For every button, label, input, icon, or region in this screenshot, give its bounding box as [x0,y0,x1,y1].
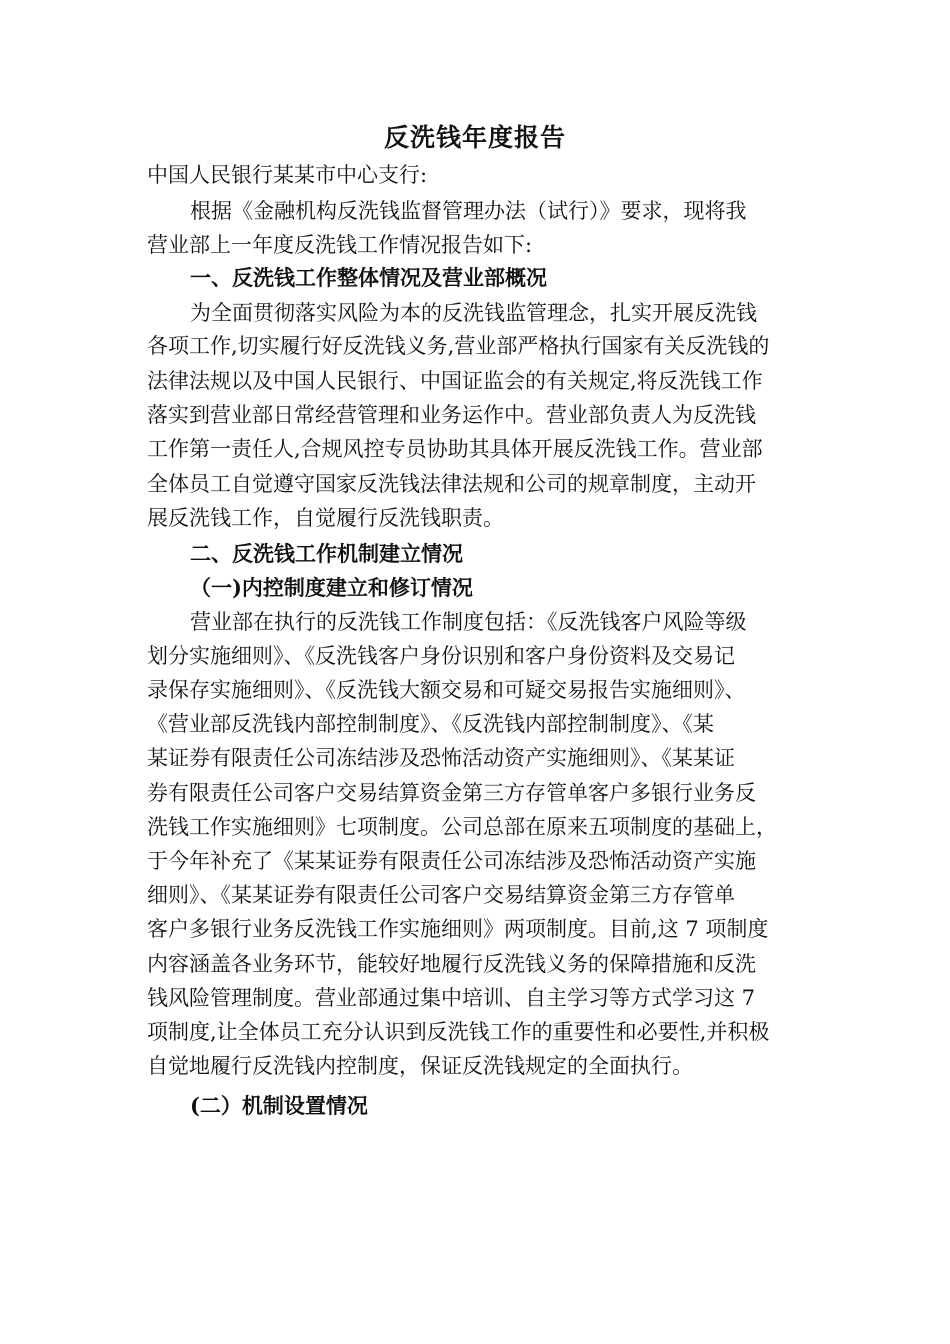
body-line: 根据《金融机构反洗钱监督管理办法（试行）》要求，现将我 [190,199,747,223]
body-line: 自觉地履行反洗钱内控制度，保证反洗钱规定的全面执行。 [147,1054,693,1078]
body-line: 全体员工自觉遵守国家反洗钱法律法规和公司的规章制度，主动开 [147,472,756,496]
body-line: 某证券有限责任公司冻结涉及恐怖活动资产实施细则》、《某某证 [147,746,735,770]
section-heading-1: 一、反洗钱工作整体情况及营业部概况 [190,265,547,290]
body-line: 为全面贯彻落实风险为本的反洗钱监管理念，扎实开展反洗钱 [190,301,757,325]
body-line: 各项工作,切实履行好反洗钱义务,营业部严格执行国家有关反洗钱的 [147,334,770,358]
body-line: 券有限责任公司客户交易结算资金第三方存管单客户多银行业务反 [147,781,756,805]
body-line: 录保存实施细则》、《反洗钱大额交易和可疑交易报告实施细则》、 [147,678,746,702]
body-line: 项制度,让全体员工充分认识到反洗钱工作的重要性和必要性,并积极 [147,1020,770,1044]
body-line: 营业部在执行的反洗钱工作制度包括：《反洗钱客户风险等级 [190,610,747,634]
subsection-heading-1: （一)内控制度建立和修订情况 [190,575,473,600]
body-line: 钱风险管理制度。营业部通过集中培训、自主学习等方式学习这 7 [147,986,756,1010]
body-line: 展反洗钱工作，自觉履行反洗钱职责。 [147,506,504,530]
body-line: 落实到营业部日常经营管理和业务运作中。营业部负责人为反洗钱 [147,403,756,427]
body-line: 《营业部反洗钱内部控制制度》、《反洗钱内部控制制度》、《某 [147,712,714,736]
body-line: 工作第一责任人,合规风控专员协助其具体开展反洗钱工作。营业部 [147,437,763,461]
body-line: 细则》、《某某证券有限责任公司客户交易结算资金第三方存管单 [147,883,735,907]
body-line: 洗钱工作实施细则》七项制度。公司总部在原来五项制度的基础上， [147,815,777,839]
subsection-heading-2: (二）机制设置情况 [190,1093,368,1118]
body-line: 客户多银行业务反洗钱工作实施细则》两项制度。目前,这 7 项制度 [147,917,769,941]
document-title: 反洗钱年度报告 [383,123,566,152]
body-line: 划分实施细则》、《反洗钱客户身份识别和客户身份资料及交易记 [147,644,735,668]
body-line: 营业部上一年度反洗钱工作情况报告如下: [147,233,533,257]
body-line: 内容涵盖各业务环节，能较好地履行反洗钱义务的保障措施和反洗 [147,952,756,976]
body-line: 于今年补充了《某某证券有限责任公司冻结涉及恐怖活动资产实施 [147,849,756,873]
addressee-line: 中国人民银行某某市中心支行: [147,163,428,187]
section-heading-2: 二、反洗钱工作机制建立情况 [190,541,463,566]
body-line: 法律法规以及中国人民银行、中国证监会的有关规定,将反洗钱工作 [147,369,763,393]
